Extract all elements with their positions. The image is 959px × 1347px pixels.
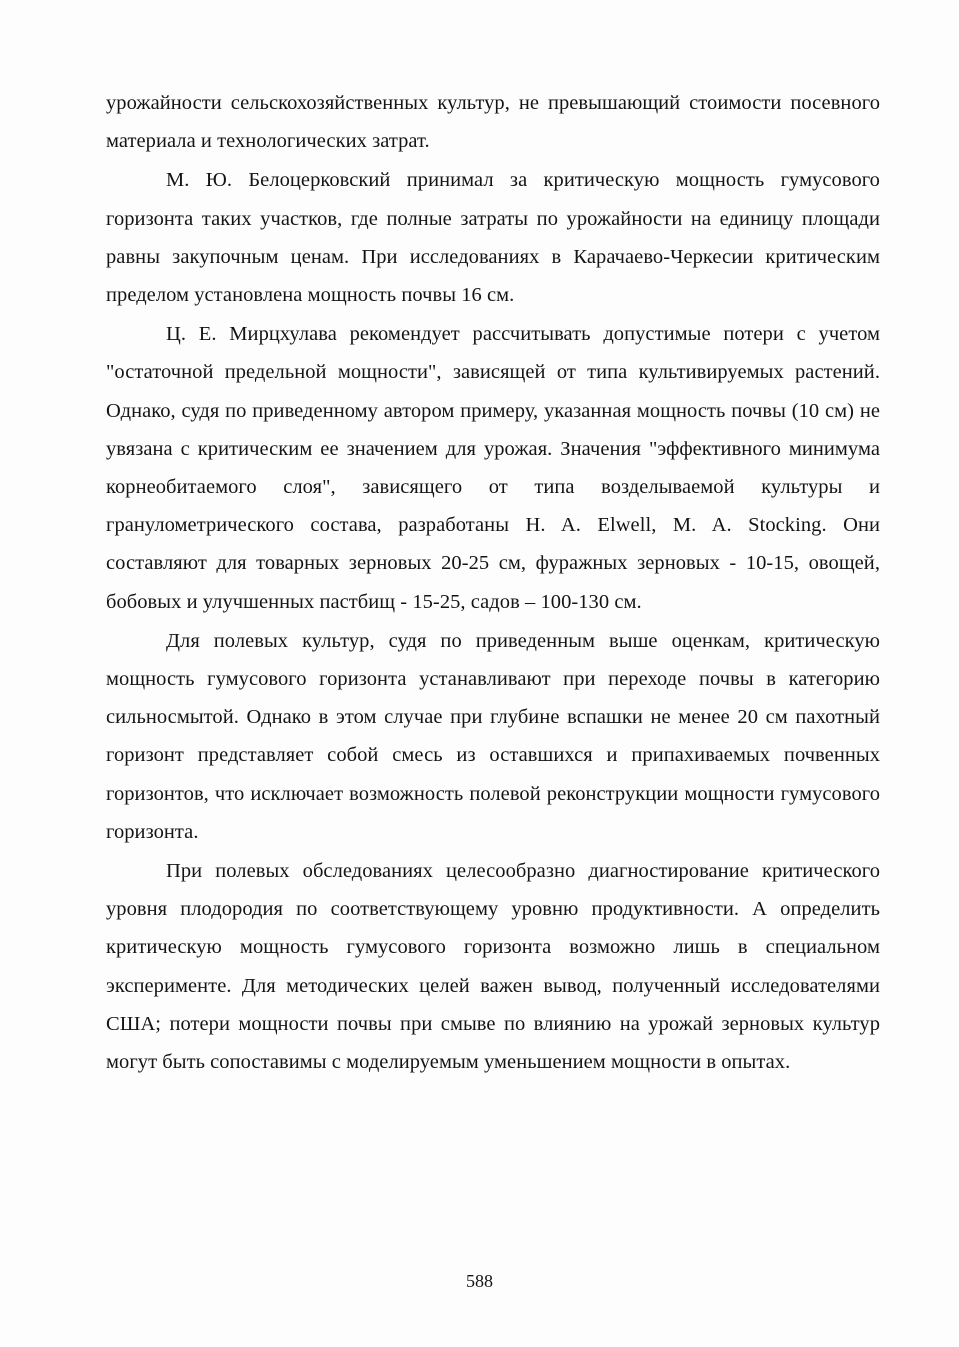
paragraph-continuation: урожайности сельскохозяйственных культур, не превышающий стоимости посевного материала и технологических затрат.: [106, 92, 880, 153]
paragraph-mirtskhulava: Ц. Е. Мирцхулава рекомендует рассчитывать допустимые потери с учетом "остаточной предельной мощности", зависящей от типа культивируемых растений. Однако, судя по приведенному автором примеру, указанная мощность почвы (10 см) не увязана с критическим ее значением для урожая. Значения "эффективного минимума корнеобитаемого слоя", зависящего от типа возделываемой культуры и гранулометрического состава, разработаны H. A. Elwell, M. A. Stocking. Они составляют для товарных зерновых 20-25 см, фуражных зерновых - 10-15, овощей, бобовых и улучшенных пастбищ - 15-25, садов – 100-130 см.: [106, 323, 880, 613]
paragraph-belotserkovsky: М. Ю. Белоцерковский принимал за критическую мощность гумусового горизонта таких участков, где полные затраты по урожайности на единицу площади равны закупочным ценам. При исследованиях в Карачаево-Черкесии критическим пределом установлена мощность почвы 16 см.: [106, 169, 880, 307]
paragraph-field-crops: Для полевых культур, судя по приведенным выше оценкам, критическую мощность гумусового горизонта устанавливают при переходе почвы в категорию сильносмытой. Однако в этом случае при глубине вспашки не менее 20 см пахотный горизонт представляет собой смесь из оставшихся и припахиваемых почвенных горизонтов, что исключает возможность полевой реконструкции мощности гумусового горизонта.: [106, 629, 880, 843]
page-number: 588: [466, 1271, 493, 1291]
body-text: [106, 84, 880, 1081]
paragraph-field-surveys: При полевых обследованиях целесообразно диагностирование критического уровня плодородия по соответствующему уровню продуктивности. А определить критическую мощность гумусового горизонта возможно лишь в специальном эксперименте. Для методических целей важен вывод, полученный исследователями США; потери мощности почвы при смыве по влиянию на урожай зерновых культур могут быть сопоставимы с моделируемым уменьшением мощности в опытах.: [106, 860, 880, 1074]
